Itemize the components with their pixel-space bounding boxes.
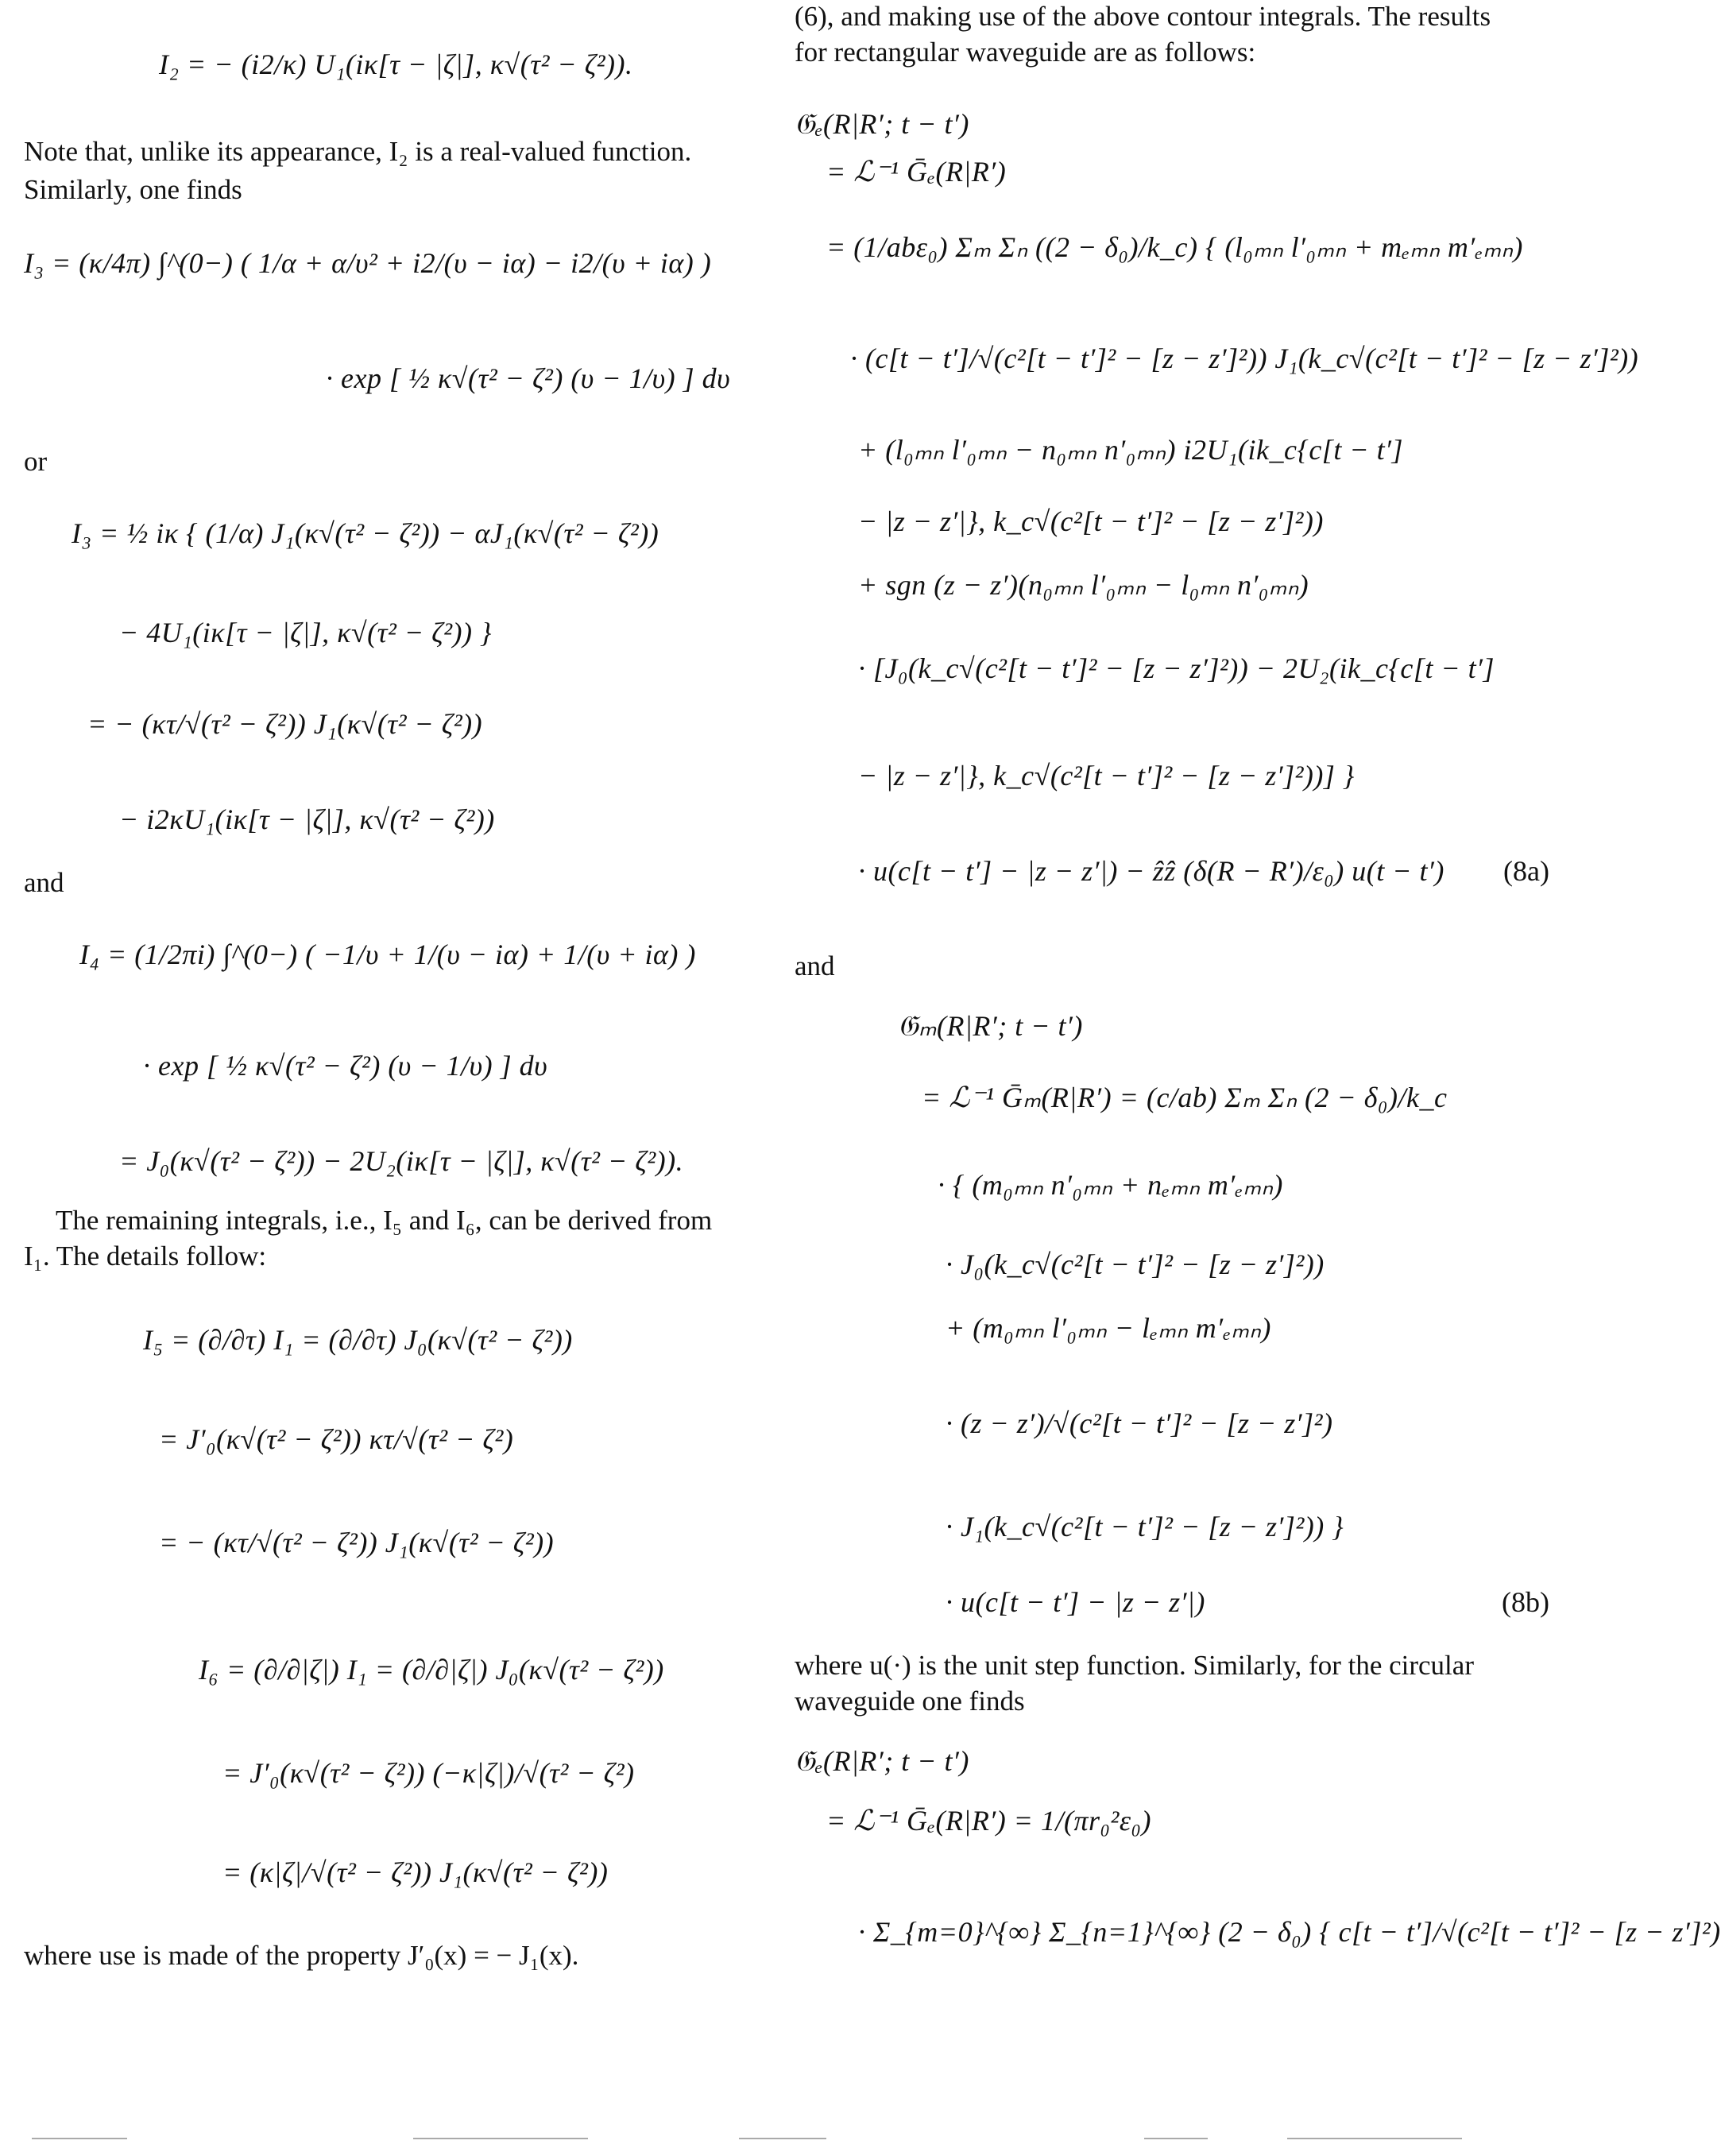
left-text-line: where use is made of the property J′₀(x) = − J₁(x). — [24, 1940, 579, 1971]
left-equation-line: = J′₀(κ√(τ² − ζ²)) (−κ|ζ|)/√(τ² − ζ²) — [222, 1757, 635, 1789]
right-column — [795, 0, 1721, 2156]
right-equation-line: = (1/abε₀) Σₘ Σₙ ((2 − δ₀)/k_c) { (l₀ₘₙ l′₀ₘₙ + mₑₘₙ m′ₑₘₙ) — [826, 231, 1523, 263]
footer-rule — [32, 2138, 127, 2139]
left-equation-line: = (κ|ζ|/√(τ² − ζ²)) J₁(κ√(τ² − ζ²)) — [222, 1856, 609, 1888]
right-equation-line: · J₀(k_c√(c²[t − t′]² − [z − z′]²)) — [946, 1248, 1325, 1280]
right-equation-line: · [J₀(k_c√(c²[t − t′]² − [z − z′]²)) − 2U₂(ik_c{c[t − t′] — [858, 652, 1495, 684]
right-equation-line: = ℒ⁻¹ Ḡₑ(R|R′) — [826, 156, 1007, 188]
left-text-line: Similarly, one finds — [24, 174, 242, 205]
footer-rule — [1144, 2138, 1208, 2139]
right-equation-line: 𝔊ₘ(R|R′; t − t′) — [898, 1010, 1083, 1042]
footer-rule — [739, 2138, 826, 2139]
left-equation-line: I₃ = ½ iκ { (1/α) J₁(κ√(τ² − ζ²)) − αJ₁(κ√(τ² − ζ²)) — [72, 517, 659, 549]
right-equation-line: · { (m₀ₘₙ n′₀ₘₙ + nₑₘₙ m′ₑₘₙ) — [938, 1169, 1283, 1201]
left-equation-line: I₄ = (1/2πi) ∫^(0−) ( −1/υ + 1/(υ − iα) + 1/(υ + iα) ) — [79, 939, 696, 970]
right-text-line: waveguide one finds — [795, 1686, 1025, 1717]
right-equation-line: · (z − z′)/√(c²[t − t′]² − [z − z′]²) — [946, 1407, 1333, 1439]
right-equation-line: + (m₀ₘₙ l′₀ₘₙ − lₑₘₙ m′ₑₘₙ) — [946, 1312, 1271, 1344]
right-equation-line: − |z − z′|}, k_c√(c²[t − t′]² − [z − z′]²)) — [858, 505, 1324, 537]
left-text-line: Note that, unlike its appearance, I₂ is a real-valued function. — [24, 136, 692, 167]
right-equation-line: = ℒ⁻¹ Ḡₑ(R|R′) = 1/(πr₀²ε₀) — [826, 1805, 1152, 1837]
right-text-line: where u(·) is the unit step function. Similarly, for the circular — [795, 1650, 1474, 1681]
right-equation-line: · (c[t − t′]/√(c²[t − t′]² − [z − z′]²)) J₁(k_c√(c²[t − t′]² − [z − z′]²)) — [850, 343, 1639, 374]
right-text-line: for rectangular waveguide are as follows: — [795, 37, 1256, 68]
right-equation-line: 𝔊ₑ(R|R′; t − t′) — [795, 1745, 969, 1777]
right-equation-line: + (l₀ₘₙ l′₀ₘₙ − n₀ₘₙ n′₀ₘₙ) i2U₁(ik_c{c[t − t′] — [858, 434, 1404, 466]
right-text-line: and — [795, 950, 835, 981]
left-equation-line: = J′₀(κ√(τ² − ζ²)) κτ/√(τ² − ζ²) — [159, 1423, 514, 1455]
equation-number: (8a) — [1503, 855, 1549, 887]
left-equation-line: − i2κU₁(iκ[τ − |ζ|], κ√(τ² − ζ²)) — [119, 803, 495, 835]
left-text-line: and — [24, 867, 64, 898]
left-equation-line: − 4U₁(iκ[τ − |ζ|], κ√(τ² − ζ²)) } — [119, 617, 492, 648]
right-equation-line: = ℒ⁻¹ Ḡₘ(R|R′) = (c/ab) Σₘ Σₙ (2 − δ₀)/k_c — [922, 1082, 1448, 1113]
footer-rule — [1287, 2138, 1462, 2139]
left-equation-line: I₆ = (∂/∂|ζ|) I₁ = (∂/∂|ζ|) J₀(κ√(τ² − ζ²)) — [199, 1654, 664, 1686]
left-equation-line: I₃ = (κ/4π) ∫^(0−) ( 1/α + α/υ² + i2/(υ − iα) − i2/(υ + iα) ) — [24, 247, 712, 279]
right-equation-line: 𝔊ₑ(R|R′; t − t′) — [795, 108, 969, 140]
left-equation-line: = J₀(κ√(τ² − ζ²)) − 2U₂(iκ[τ − |ζ|], κ√(τ² − ζ²)). — [119, 1145, 684, 1177]
left-column — [24, 0, 775, 2156]
left-equation-line: = − (κτ/√(τ² − ζ²)) J₁(κ√(τ² − ζ²)) — [87, 708, 483, 740]
right-equation-line: + sgn (z − z′)(n₀ₘₙ l′₀ₘₙ − l₀ₘₙ n′₀ₘₙ) — [858, 569, 1309, 601]
footer-rule — [413, 2138, 588, 2139]
left-equation-line: = − (κτ/√(τ² − ζ²)) J₁(κ√(τ² − ζ²)) — [159, 1527, 555, 1558]
right-equation-line: · u(c[t − t′] − |z − z′|) − ẑẑ (δ(R − R′)/ε₀) u(t − t′) — [858, 855, 1444, 887]
right-equation-line: · u(c[t − t′] − |z − z′|) — [946, 1586, 1205, 1618]
left-equation-line: · exp [ ½ κ√(τ² − ζ²) (υ − 1/υ) ] dυ — [143, 1050, 548, 1082]
left-text-line: I₁. The details follow: — [24, 1241, 267, 1272]
left-text-line: The remaining integrals, i.e., I₅ and I₆, can be derived from — [56, 1205, 713, 1236]
left-equation-line: · exp [ ½ κ√(τ² − ζ²) (υ − 1/υ) ] dυ — [326, 362, 731, 394]
equation-number: (8b) — [1502, 1586, 1549, 1618]
right-equation-line: · J₁(k_c√(c²[t − t′]² − [z − z′]²)) } — [946, 1511, 1344, 1542]
right-equation-line: · Σ_{m=0}^{∞} Σ_{n=1}^{∞} (2 − δ₀) { c[t − t′]/√(c²[t − t′]² − [z − z′]²) — [858, 1916, 1721, 1948]
left-equation-line: I₅ = (∂/∂τ) I₁ = (∂/∂τ) J₀(κ√(τ² − ζ²)) — [143, 1324, 573, 1356]
right-text-line: (6), and making use of the above contour integrals. The results — [795, 1, 1491, 32]
right-equation-line: − |z − z′|}, k_c√(c²[t − t′]² − [z − z′]²))] } — [858, 760, 1355, 792]
left-text-line: or — [24, 446, 48, 477]
left-equation-line: I₂ = − (i2/κ) U₁(iκ[τ − |ζ|], κ√(τ² − ζ²)). — [159, 48, 633, 80]
